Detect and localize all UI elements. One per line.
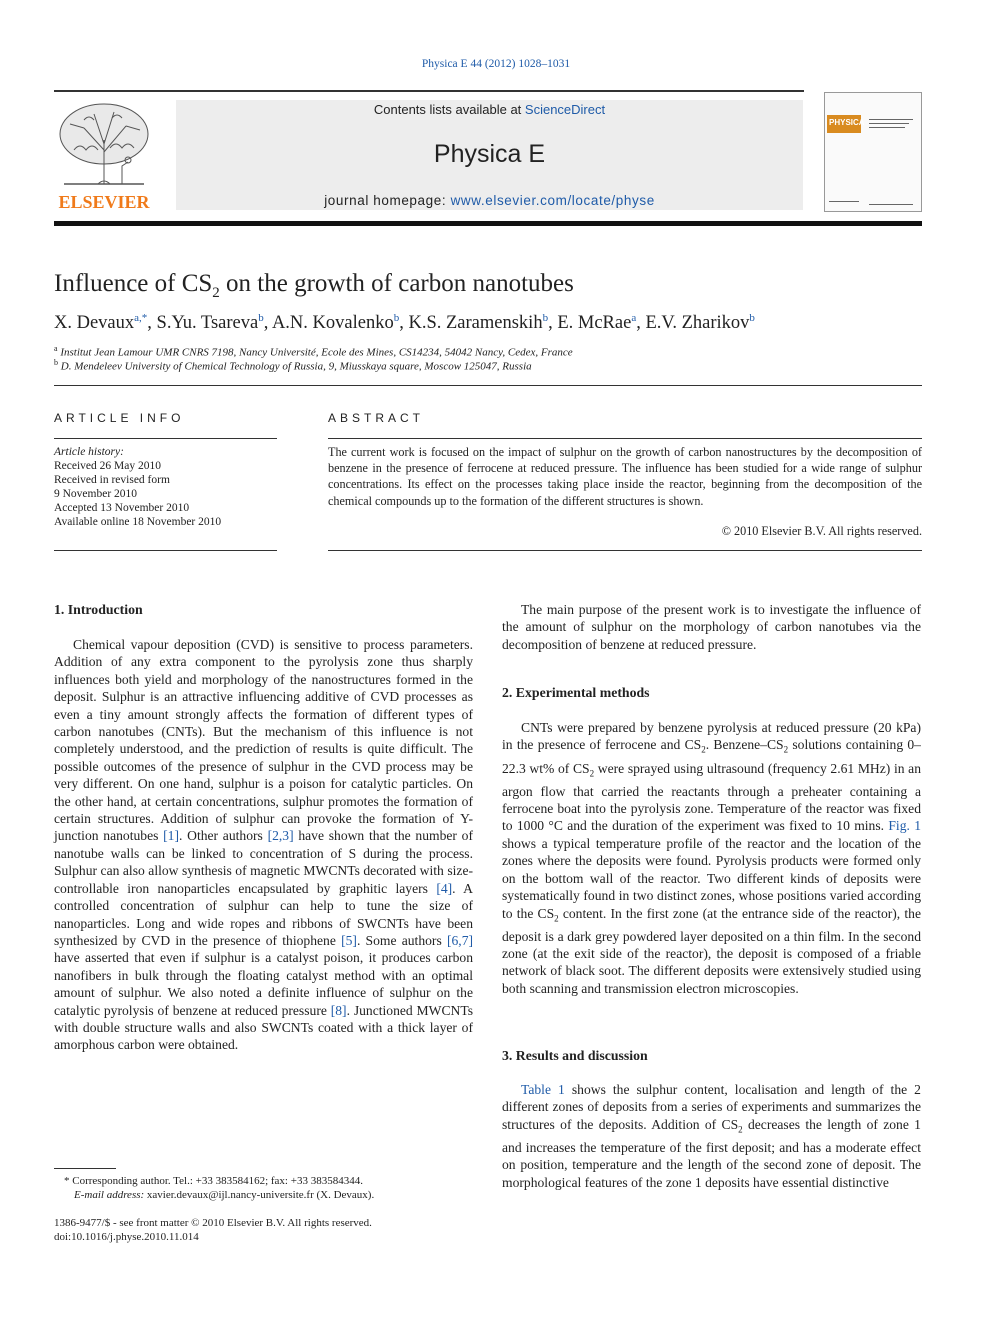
header-thick-rule [54, 221, 922, 226]
body-text: . Junctioned MWCNTs with double structure walls and also SWCNTs coated with a thick layer of amorphous carbon were obtained. [54, 1002, 473, 1053]
article-history [54, 445, 221, 529]
title-subscript: 2 [212, 285, 220, 301]
footnote-rule [54, 1168, 116, 1169]
author-name: X. Devaux [54, 313, 135, 334]
journal-banner [176, 100, 803, 210]
author-name: A.N. Kovalenko [271, 313, 394, 334]
issn-line: 1386-9477/$ - see front matter © 2010 Elsevier B.V. All rights reserved. [54, 1217, 372, 1229]
figure-link[interactable]: Fig. 1 [888, 818, 922, 834]
title-text: on the growth of carbon nanotubes [219, 270, 574, 297]
author[interactable] [157, 313, 264, 333]
cover-line [869, 123, 909, 124]
email-note [54, 1188, 374, 1202]
ref-link[interactable]: [5] [341, 932, 357, 948]
author-affil-sup[interactable]: b [258, 312, 264, 324]
publisher-name: ELSEVIER [58, 192, 150, 212]
corresponding-author-note: * Corresponding author. Tel.: +33 383584162; fax: +33 383584344. [64, 1175, 363, 1187]
body-text: have shown that the number of nanotube walls can be linked to concentration of S during the process. Sulphur can also allow synthesis of magnetic MWCNTs decorated with size-controllable iron nanoparticles encapsulated by graphitic layers [54, 828, 473, 896]
footnotes [54, 1174, 374, 1202]
affiliation-text: Institut Jean Lamour UMR CNRS 7198, Nancy Université, Ecole des Mines, CS14234, 54042 Nancy, Cedex, France [60, 346, 573, 359]
citation-link[interactable]: Physica E 44 (2012) 1028–1031 [421, 58, 571, 70]
author[interactable] [408, 313, 548, 333]
title-rule [54, 385, 922, 386]
author[interactable] [645, 313, 754, 333]
abstract-copyright: © 2010 Elsevier B.V. All rights reserved. [721, 524, 922, 538]
subscript: 2 [589, 768, 595, 779]
author-affil-sup[interactable]: a [631, 312, 637, 324]
author-affil-sup[interactable]: b [542, 312, 549, 324]
results-heading: 3. Results and discussion [502, 1048, 648, 1063]
body-text: have asserted that even if sulphur is a catalyst poison, it produces carbon nanofibers in bulk through the floating catalyst method with an optimal amount of sulphur. We also noted a definite influence of sulphur on the catalytic pyrolysis of benzene at reduced pressure [54, 950, 473, 1018]
history-item: Received in revised form [54, 474, 170, 486]
abstract-text: The current work is focused on the impact of sulphur on the growth of carbon nanostructures by the decomposition of benzene in the presence of ferrocene at reduced pressure. The influence has been studied for a wide range of sulphur concentrations. Its effect on the processes taking place inside the reactor, beginning from the decomposition of the chemical compounds up to the formation of the different structures is shown. [328, 445, 922, 508]
elsevier-tree-icon [54, 100, 154, 190]
affiliation [54, 344, 573, 359]
experimental-paragraph [502, 719, 921, 997]
subscript: 2 [738, 1124, 743, 1135]
contents-prefix: Contents lists available at [373, 102, 525, 117]
sciencedirect-link[interactable]: ScienceDirect [524, 102, 606, 117]
info-rule-bottom [54, 550, 277, 551]
body-text: content. In the first zone (at the entrance side of the reactor), the deposit is a dark grey powdered layer deposited on a thin film. In the second zone (at the exit side of the reactor), the deposit is composed of a friable network of black soot. The different deposits were extensively studied using both scanning and transmission electron microscopies. [502, 905, 921, 996]
subscript: 2 [701, 745, 706, 756]
cover-brand: PHYSICA [829, 118, 865, 127]
body-text: shows the sulphur content, localisation and length of the 2 different zones of deposits from a series of experiments and summarizes the structures of the deposits. Addition of CS [502, 1082, 921, 1132]
abstract-heading: ABSTRACT [328, 411, 425, 425]
abstract-rule-bottom [328, 550, 922, 551]
body-text: Chemical vapour deposition (CVD) is sensitive to process parameters. Addition of any extra component to the pyrolysis zone thus sharply influences both yield and morphology of the nanostructures formed in the deposit. Sulphur is an attractive influencing additive of CVD processes as even a tiny amount strongly affects the formation of different types of carbon nanotubes (CNTs). But the mechanism of this influence is not completely understood, and the prediction of results is quite difficult. The possible outcomes of the presence of sulphur in the CVD process may be very different. On one hand, sulphur is a poison for catalytic particles. On the other hand, at certain concentrations, sulphur promotes the formation of certain structures. Addition of sulphur can provoke the formation of Y-junction nanotubes [54, 637, 473, 844]
intro-paragraph-2 [502, 601, 921, 653]
body-text: The main purpose of the present work is to investigate the influence of the amount of sulphur on the morphology of carbon nanotubes via the decomposition of benzene at reduced pressure. [502, 602, 921, 652]
homepage-prefix: journal homepage: [324, 193, 451, 208]
ref-link[interactable]: [2,3] [267, 828, 294, 844]
ref-link[interactable]: [4] [436, 880, 453, 896]
affiliation-text: D. Mendeleev University of Chemical Technology of Russia, 9, Miusskaya square, Moscow 125047, Russia [60, 360, 532, 373]
ref-link[interactable]: [8] [330, 1002, 347, 1018]
author-name: S.Yu. Tsareva [156, 313, 259, 334]
history-item: Received 26 May 2010 [54, 460, 161, 472]
affiliation-marker: a [54, 344, 58, 353]
body-text: CNTs were prepared by benzene pyrolysis at reduced pressure (20 kPa) in the presence of ferrocene and CS [502, 720, 921, 753]
intro-heading: 1. Introduction [54, 602, 143, 617]
table-link[interactable]: Table 1 [521, 1082, 565, 1097]
info-rule [54, 438, 277, 439]
history-item: Accepted 13 November 2010 [54, 502, 190, 514]
homepage-link[interactable]: www.elsevier.com/locate/physe [450, 193, 655, 208]
contents-line [176, 102, 803, 117]
body-text: . Benzene–CS [705, 737, 784, 753]
title-text: Influence of CS [54, 270, 213, 297]
cover-line [869, 127, 905, 128]
experimental-heading: 2. Experimental methods [502, 685, 650, 700]
body-text: . Some authors [356, 932, 447, 948]
author-affil-sup[interactable]: b [393, 312, 400, 324]
affiliation [54, 358, 532, 373]
abstract-rule [328, 438, 922, 439]
intro-paragraph [54, 636, 473, 1054]
homepage-line [176, 193, 803, 208]
ref-link[interactable]: [1] [163, 828, 179, 844]
cover-line [869, 119, 913, 120]
header-rule [54, 90, 804, 92]
author-affil-sup[interactable]: b [749, 312, 755, 324]
author[interactable] [54, 313, 147, 333]
cover-line [869, 204, 913, 205]
body-text: shows a typical temperature profile of the reactor and the location of the zones where the deposits were found. Pyrolysis products were formed only on the bottom wall of the reactor. Two different kinds of deposits were systematically found in two distinct zones, whose positions varied according to the CS [502, 835, 921, 921]
email-address[interactable]: xavier.devaux@ijl.nancy-universite.fr (X. Devaux). [144, 1189, 375, 1201]
history-item: 9 November 2010 [54, 488, 138, 500]
author[interactable] [272, 313, 399, 333]
front-matter [54, 1216, 372, 1244]
email-label: E-mail address: [74, 1189, 145, 1201]
subscript: 2 [554, 913, 559, 924]
subscript: 2 [783, 745, 789, 756]
article-title [54, 270, 574, 302]
affiliation-marker: b [54, 358, 58, 367]
author-name: E. McRae [557, 313, 632, 334]
author-name: K.S. Zaramenskih [408, 313, 543, 334]
body-text: . Other authors [179, 828, 268, 844]
history-label: Article history: [54, 446, 124, 458]
ref-link[interactable]: [6,7] [446, 932, 474, 948]
elsevier-logo [54, 100, 164, 212]
doi-line[interactable]: doi:10.1016/j.physe.2010.11.014 [54, 1231, 199, 1243]
history-item: Available online 18 November 2010 [54, 516, 222, 528]
results-paragraph [502, 1081, 921, 1191]
journal-cover-thumbnail[interactable] [824, 92, 922, 212]
body-text: were sprayed using ultrasound (frequency 2.61 MHz) in an argon flow that carried the reactants through a preheater containing a ferrocene boat into the pyrolysis zone. Temperature of the reactor was fixed to 1000 °C and the duration of the experiment was fixed to 10 mins. [502, 760, 921, 834]
author-name: E.V. Zharikov [645, 313, 750, 334]
body-text: . A controlled concentration of sulphur can help to tune the size of nanoparticles. Long and wide ropes and ribbons of SWCNTs have been synthesized by CVD in the presence of thiophene [54, 880, 473, 948]
author-affil-sup[interactable]: a,* [134, 312, 148, 324]
body-text: solutions containing 0–22.3 wt% of CS [502, 737, 921, 776]
body-text: decreases the length of zone 1 and increases the temperature of the first deposit; and has a moderate effect on position, temperature and the length of the second zone of deposit. The morphological features of the zone 1 deposits have essential distinctive [502, 1116, 921, 1190]
article-info-heading: ARTICLE INFO [54, 411, 185, 425]
author[interactable] [557, 313, 636, 333]
citation[interactable] [0, 58, 992, 70]
author-list: X. Devaux$^{a,*}$, S.Yu. Tsareva$^b$, A.N. Kovalenko$^b$, K.S. Zaramenskih$^b$, E. McRae$^a$, E.V. Zharikov$^b$ [54, 312, 755, 334]
journal-title: Physica E [433, 140, 546, 168]
cover-line [829, 201, 859, 202]
